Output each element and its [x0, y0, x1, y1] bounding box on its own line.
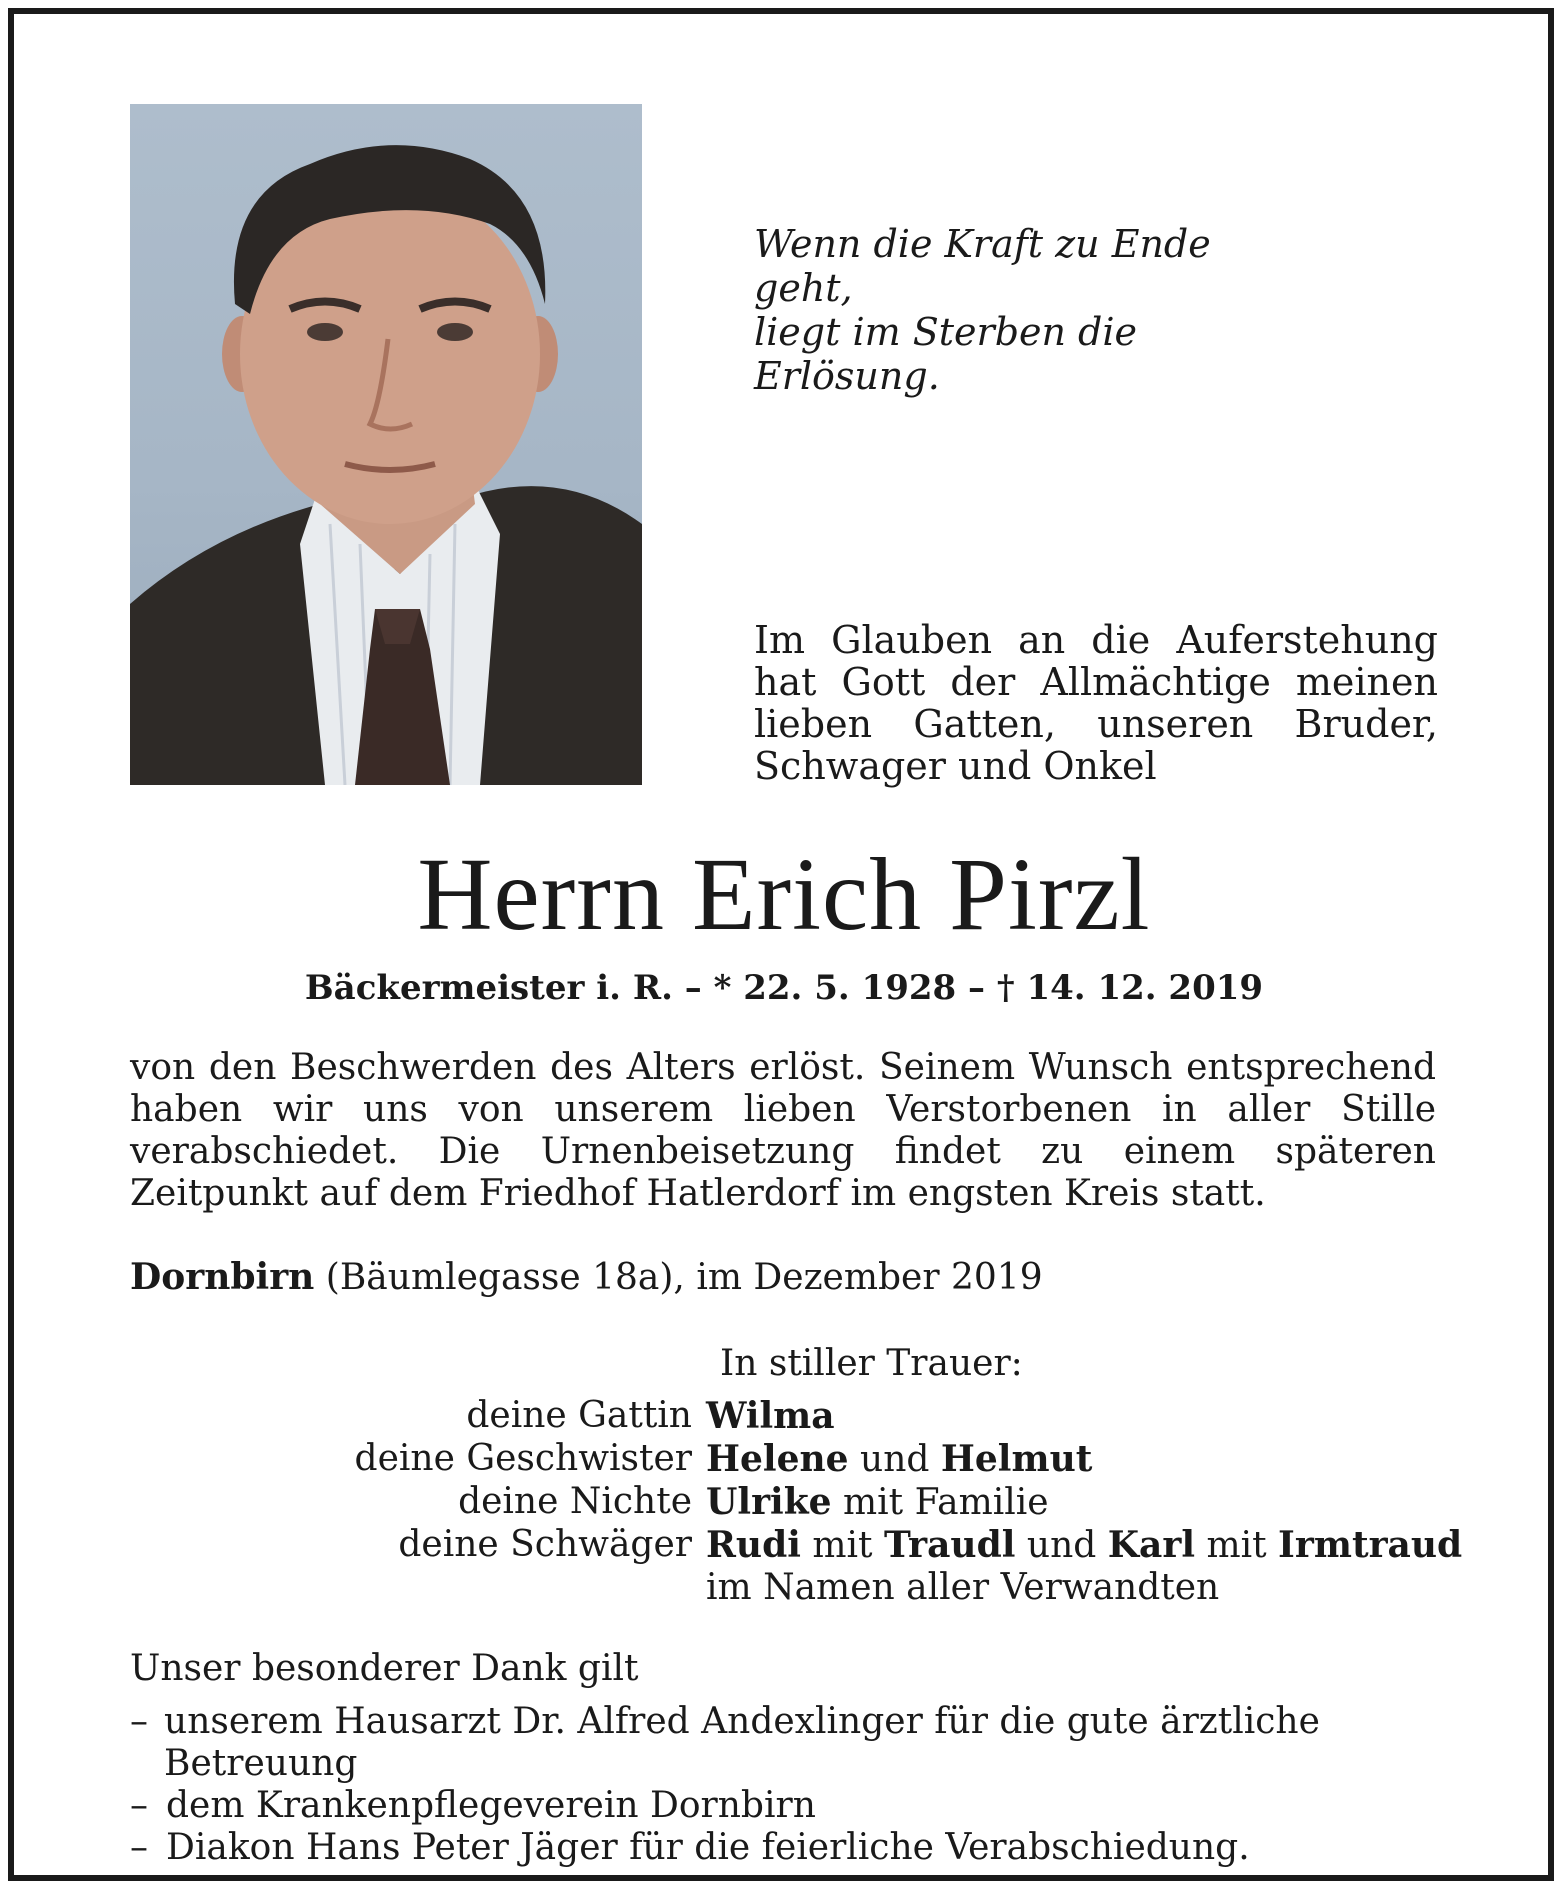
- mourner-relation: deine Geschwister: [354, 1438, 692, 1479]
- mourner-name: Helene: [706, 1438, 849, 1480]
- mourner-connector: und: [1015, 1525, 1108, 1566]
- mourner-relation: deine Nichte: [458, 1481, 692, 1522]
- mourner-name: Rudi: [706, 1524, 801, 1566]
- mourner-row: [320, 1395, 1480, 1438]
- profession-and-dates: Bäckermeister i. R. – * 22. 5. 1928 – † 14. 12. 2019: [304, 968, 1264, 1008]
- epigraph-line-1: Wenn die Kraft zu Ende geht,: [754, 222, 1211, 310]
- thanks-item: [130, 1827, 1450, 1869]
- mourner-connector: und: [848, 1439, 941, 1480]
- mourner-row: [320, 1481, 1480, 1524]
- mourner-connector: mit: [800, 1525, 884, 1566]
- mourner-name: Wilma: [706, 1395, 835, 1437]
- thanks-item-text: Diakon Hans Peter Jäger für die feierliche Verabschiedung.: [166, 1827, 1250, 1868]
- mourner-name: Ulrike: [706, 1481, 832, 1523]
- thanks-item: [130, 1701, 1450, 1785]
- mourner-name: Helmut: [940, 1438, 1093, 1480]
- thanks-item-text: unserem Hausarzt Dr. Alfred Andexlinger für die gute ärztliche Betreuung: [164, 1701, 1320, 1784]
- deceased-name: Herrn Erich Pirzl: [417, 837, 1151, 952]
- thanks-list: [130, 1701, 1450, 1869]
- mourner-row: [320, 1524, 1480, 1567]
- dash-bullet: –: [130, 1827, 148, 1868]
- epigraph-line-2: liegt im Sterben die Erlösung.: [754, 310, 1138, 398]
- mourner-connector: im Namen aller Verwandten: [706, 1567, 1220, 1608]
- thanks-heading: Unser besonderer Dank gilt: [130, 1648, 639, 1689]
- mourner-name: Karl: [1107, 1524, 1196, 1566]
- portrait-illustration: [130, 104, 642, 785]
- thanks-item: [130, 1785, 1450, 1827]
- place-details: (Bäumlegasse 18a), im Dezember 2019: [314, 1257, 1043, 1298]
- mourner-connector: mit Familie: [831, 1482, 1049, 1523]
- intro-paragraph: Im Glauben an die Auferstehung hat Gott der Allmächtige meinen lieben Gatten, unseren Bruder, Schwager und Onkel: [754, 618, 1438, 788]
- announcement-body: von den Beschwerden des Alters erlöst. Seinem Wunsch entsprechend haben wir uns von unserem lieben Verstorbenen in aller Stille verabschiedet. Die Urnenbeisetzung findet zu einem späteren Zeitpunkt auf dem Friedhof Hatlerdorf im engsten Kreis statt.: [130, 1047, 1436, 1214]
- mourner-row: [320, 1567, 1480, 1609]
- portrait-photo: [130, 104, 642, 785]
- mourner-relation: [320, 1567, 706, 1609]
- mourning-heading: In stiller Trauer:: [720, 1343, 1023, 1384]
- mourner-relation: deine Schwäger: [398, 1524, 692, 1565]
- mourners-list: [320, 1395, 1480, 1609]
- place-city: Dornbirn: [130, 1256, 315, 1298]
- mourner-row: [320, 1438, 1480, 1481]
- epigraph-quote: [754, 222, 1314, 398]
- mourner-connector: mit: [1195, 1525, 1279, 1566]
- place-and-date: [130, 1256, 1436, 1299]
- thanks-item-text: dem Krankenpflegeverein Dornbirn: [166, 1785, 816, 1826]
- mourner-relation: deine Gattin: [466, 1395, 692, 1436]
- mourner-name: Irmtraud: [1278, 1524, 1463, 1566]
- dash-bullet: –: [130, 1701, 148, 1742]
- mourner-name: Traudl: [883, 1524, 1016, 1566]
- dash-bullet: –: [130, 1785, 148, 1826]
